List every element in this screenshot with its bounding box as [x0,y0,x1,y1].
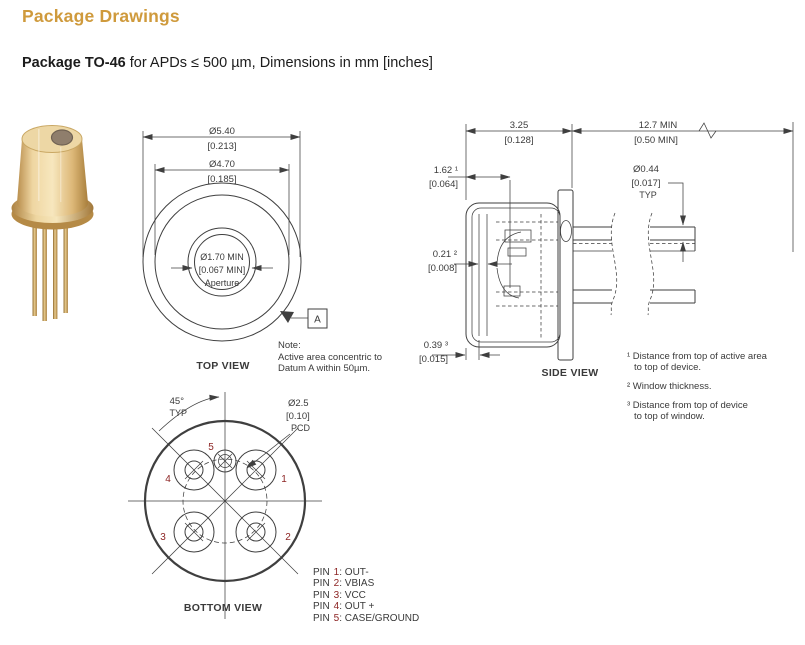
subtitle [22,55,433,71]
footnotes [627,351,767,430]
page-title: Package Drawings [22,6,180,26]
pin-number-4: 4 [165,474,171,485]
dim-top-inner-mm: Ø4.70 [209,159,235,170]
dim-cap-in: [0.128] [504,135,534,146]
dim-active-mm: 1.62 ¹ [433,165,458,176]
pin-list-row: PIN 5: CASE/GROUND [313,612,420,624]
datum-flag-triangle [280,311,294,323]
dim-angle-typ: TYP [169,408,187,418]
note-line1: Note: [278,340,301,351]
dim-lead-len-in: [0.50 MIN] [634,135,678,146]
pin-list-row: PIN 1: OUT- [313,567,369,578]
aperture-label: Aperture [204,278,240,288]
footnote-2: ² Window thickness. [627,381,712,392]
dim-pcd-mm: Ø2.5 [288,398,309,409]
bottom-view-drawing [128,392,322,619]
pin-list-row: PIN 2: VBIAS [313,578,375,590]
pin-number-1: 1 [281,474,287,485]
dim-top-outer-in: [0.213] [207,141,237,152]
dim-window-mm: 0.21 ² [432,249,457,260]
dim-cap-mm: 3.25 [509,120,529,131]
dim-active-in: [0.064] [428,179,458,190]
top-view-drawing [143,126,327,372]
dim-lead-dia-mm: Ø0.44 [633,164,659,175]
dim-pcd-label: PCD [291,423,311,433]
dim-top-outer-mm: Ø5.40 [209,126,235,137]
bottom-view-label: BOTTOM VIEW [183,602,263,614]
pin-number-2: 2 [285,532,291,543]
side-view-drawing [419,120,793,379]
dim-gap-in: [0.015] [418,354,448,365]
dim-top-inner-in: [0.185] [207,174,237,185]
subtitle-package-name: Package TO-46 [22,55,126,71]
dim-aperture-in: [0.067 MIN] [198,265,246,275]
side-view-label: SIDE VIEW [541,367,599,379]
top-view-note [278,340,382,375]
dim-aperture-mm: Ø1.70 MIN [200,252,244,262]
dim-gap-mm: 0.39 ³ [423,340,448,351]
dim-lead-len-mm: 12.7 MIN [638,120,678,131]
footnote-1: ¹ Distance from top of active area to top of device. [627,351,767,373]
pin-list [313,567,419,624]
dim-angle: 45° [169,396,184,407]
pin-list-row: PIN 3: VCC [313,589,366,601]
pin-number-5: 5 [208,442,214,453]
dim-lead-dia-typ: TYP [639,190,657,200]
footnote-3: ³ Distance from top of device to top of window. [627,400,748,422]
dim-lead-dia-in: [0.017] [631,178,661,189]
pin-list-row: PIN 4: OUT + [313,601,375,613]
dim-pcd-in: [0.10] [286,411,310,422]
note-line3: Datum A within 50µm. [278,363,371,374]
note-line2: Active area concentric to [278,351,383,363]
top-view-label: TOP VIEW [196,360,250,372]
dim-window-in: [0.008] [427,263,457,274]
subtitle-rest: for APDs ≤ 500 µm, Dimensions in mm [inches] [125,55,433,71]
pin-number-3: 3 [160,532,166,543]
datum-label: A [314,314,321,326]
